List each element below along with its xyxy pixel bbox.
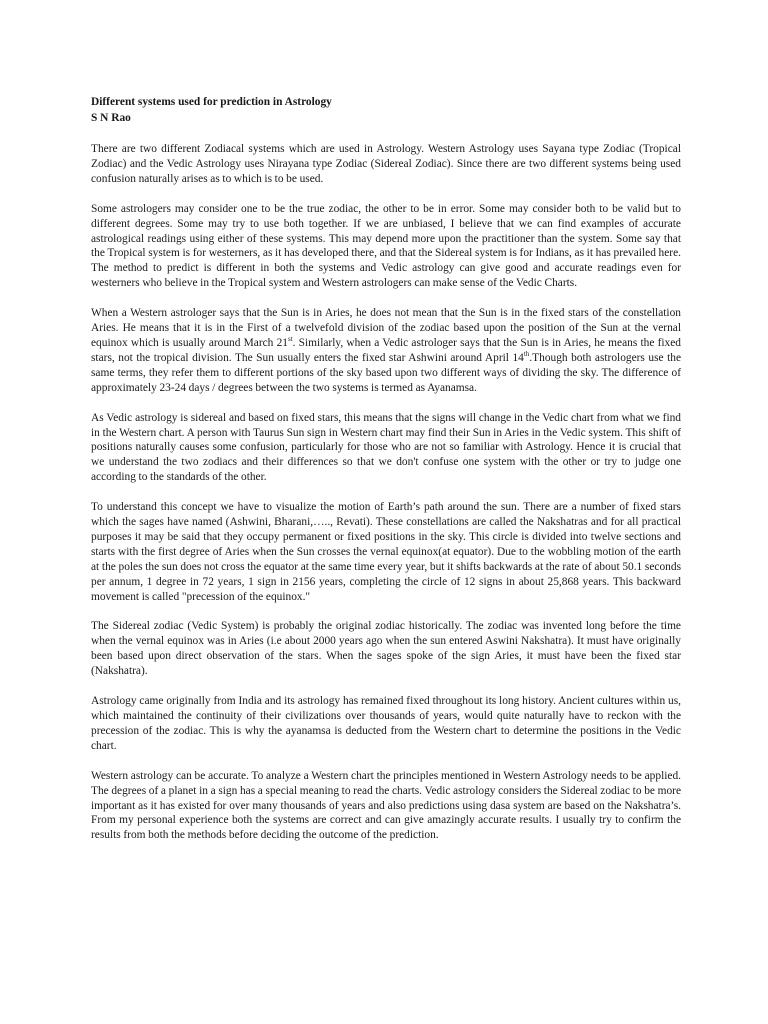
paragraph-3-part-1: When a Western astrologer says that the Sun is in Aries, he does not mean that the Sun is in the fixed stars of the constellation Aries. He means that it is in the First of a twelvefold division of the zodiac based upon the position of the Sun at the vernal equinox which is usually around March 21 bbox=[91, 307, 681, 349]
paragraph-8: Western astrology can be accurate. To analyze a Western chart the principles mentioned in Western Astrology needs to be applied. The degrees of a planet in a sign has a special meaning to read the charts. Vedic astrology considers the Sidereal zodiac to be more important as it has existed for over many thousands of years and also predictions using dasa system are based on the Nakshatra’s. From my personal experience both the systems are correct and can give amazingly accurate results. I usually try to confirm the results from both the methods before deciding the outcome of the prediction. bbox=[91, 769, 681, 842]
paragraph-1: There are two different Zodiacal systems which are used in Astrology. Western Astrology uses Sayana type Zodiac (Tropical Zodiac) and the Vedic Astrology uses Nirayana type Zodiac (Sidereal Zodiac). Since there are two different systems being used confusion naturally arises as to which is to be used. bbox=[91, 143, 681, 185]
paragraph-3 bbox=[91, 306, 681, 395]
paragraph-2: Some astrologers may consider one to be the true zodiac, the other to be in error. Some may consider both to be valid but to different degrees. Some may try to use both together. If we are unbiased, I believe that we can find examples of accurate astrological readings using either of these systems. This may depend more upon the practitioner than the system. Some say that the Tropical system is for westerners, as it has developed there, and that the Sidereal system is for Indians, as it has prevailed here. The method to predict is different in both the systems and Vedic astrology can give good and accurate readings even for westerners who believe in the Tropical system and Western astrologers can make sense of the Vedic Charts. bbox=[91, 202, 681, 290]
paragraph-7: Astrology came originally from India and its astrology has remained fixed throughout its long history. Ancient cultures within us, which maintained the continuity of their civilizations over thousands of years, would quite naturally have to reckon with the precession of the zodiac. This is why the ayanamsa is deducted from the Western chart to determine the positions in the Vedic chart. bbox=[91, 695, 681, 752]
paragraph-3-part-2: . Similarly, when a Vedic astrologer says that the Sun is in Aries, he means the fixed stars, not the tropical division. The Sun usually enters the fixed star Ashwini around April 14 bbox=[91, 336, 681, 364]
document-title: Different systems used for prediction in Astrology bbox=[91, 96, 332, 108]
paragraph-4: As Vedic astrology is sidereal and based on fixed stars, this means that the signs will change in the Vedic chart from what we find in the Western chart. A person with Taurus Sun sign in Western chart may find their Sun in Aries in the Vedic system. This shift of positions naturally causes some confusion, particularly for those who are not so familiar with Astrology. Hence it is crucial that we understand the two zodiacs and their differences so that we don't confuse one system with the other or try to judge one according to the standards of the other. bbox=[91, 411, 681, 484]
ordinal-suffix-th: th bbox=[523, 350, 530, 359]
paragraph-3-part-3: .Though both astrologers use the same terms, they refer them to different portions of the sky based upon two different ways of dividing the sky. The difference of approximately 23-24 days / degrees between the two systems is termed as Ayanamsa. bbox=[91, 351, 682, 394]
paragraph-6: The Sidereal zodiac (Vedic System) is probably the original zodiac historically. The zodiac was invented long before the time when the vernal equinox was in Aries (i.e about 2000 years ago when the sun entered Aswini Nakshatra). It must have originally been based upon direct observation of the stars. When the sages spoke of the sign Aries, it must have been the fixed star (Nakshatra). bbox=[91, 620, 681, 678]
ordinal-suffix-st: st bbox=[287, 335, 293, 344]
document-author: S N Rao bbox=[91, 112, 131, 124]
paragraph-5: To understand this concept we have to visualize the motion of Earth’s path around the sun. There are a number of fixed stars which the sages have named (Ashwini, Bharani,….., Revati). These constellations are called the Nakshatras and for all practical purposes it may be said that they occupy permanent or fixed positions in the sky. This circle is divided into twelve sections and starts with the first degree of Aries when the Sun crosses the vernal equinox(at equator). Due to the wobbling motion of the earth at the poles the sun does not cross the equator at the same time every year, but it shifts backwards at the rate of about 50.1 seconds per annum, 1 degree in 72 years, 1 sign in 2156 years, completing the circle of 12 signs in about 25,868 years. This backward movement is called "precession of the equinox." bbox=[91, 501, 681, 603]
document-body bbox=[91, 142, 681, 843]
